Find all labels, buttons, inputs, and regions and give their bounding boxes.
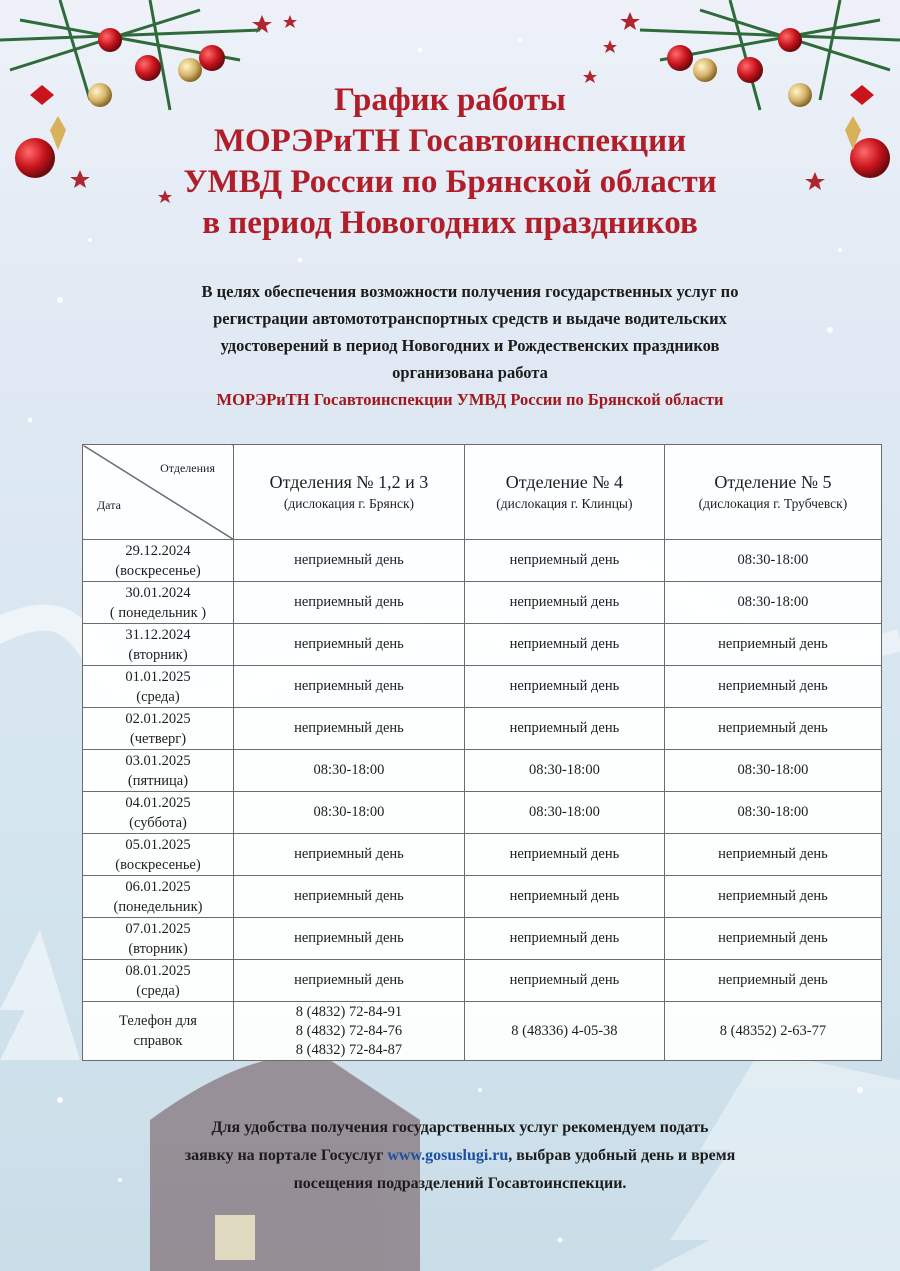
footer-line: Для удобства получения государственных услуг рекомендуем подать bbox=[211, 1119, 709, 1136]
date-cell bbox=[83, 792, 234, 834]
intro-line: удостоверений в период Новогодних и Рождественских праздников bbox=[220, 336, 720, 355]
schedule-cell: неприемный день bbox=[464, 624, 664, 666]
schedule-cell: неприемный день bbox=[464, 960, 664, 1002]
weekday-value: (пятница) bbox=[127, 772, 189, 789]
schedule-cell: неприемный день bbox=[664, 708, 881, 750]
dept-header-5 bbox=[664, 445, 881, 540]
weekday-value: (суббота) bbox=[129, 814, 187, 831]
schedule-cell: неприемный день bbox=[664, 666, 881, 708]
dept-name: Отделение № 5 bbox=[714, 472, 832, 492]
schedule-cell: 08:30-18:00 bbox=[464, 750, 664, 792]
footer-text: заявку на портале Госуслуг bbox=[184, 1147, 384, 1164]
weekday-value: (вторник) bbox=[128, 646, 188, 663]
schedule-cell: неприемный день bbox=[234, 834, 465, 876]
schedule-cell: неприемный день bbox=[234, 918, 465, 960]
title-line: в период Новогодних праздников bbox=[202, 205, 698, 241]
date-value: 29.12.2024 bbox=[125, 542, 191, 559]
schedule-cell: неприемный день bbox=[464, 834, 664, 876]
date-cell bbox=[83, 918, 234, 960]
date-cell bbox=[83, 876, 234, 918]
date-value: 07.01.2025 bbox=[125, 920, 191, 937]
date-cell bbox=[83, 750, 234, 792]
date-value: 03.01.2025 bbox=[125, 752, 191, 769]
schedule-cell: неприемный день bbox=[234, 582, 465, 624]
table-body bbox=[83, 540, 882, 1002]
phone-cell-4: 8 (48336) 4-05-38 bbox=[464, 1002, 664, 1061]
title-line: УМВД России по Брянской области bbox=[183, 164, 717, 200]
schedule-cell: неприемный день bbox=[234, 960, 465, 1002]
schedule-cell: неприемный день bbox=[664, 624, 881, 666]
table-row bbox=[83, 792, 882, 834]
phone-cell-1 bbox=[234, 1002, 465, 1061]
footer-line bbox=[80, 1142, 840, 1170]
dept-name: Отделения № 1,2 и 3 bbox=[269, 472, 429, 492]
schedule-cell: неприемный день bbox=[234, 540, 465, 582]
dept-name: Отделение № 4 bbox=[505, 472, 623, 492]
phone-number: 8 (4832) 72-84-87 bbox=[295, 1041, 403, 1058]
dept-header-4 bbox=[464, 445, 664, 540]
table-row bbox=[83, 834, 882, 876]
schedule-cell: неприемный день bbox=[664, 834, 881, 876]
schedule-cell: неприемный день bbox=[234, 876, 465, 918]
schedule-cell: неприемный день bbox=[664, 918, 881, 960]
date-value: 01.01.2025 bbox=[125, 668, 191, 685]
gosuslugi-link[interactable]: www.gosuslugi.ru bbox=[387, 1147, 509, 1164]
schedule-cell: неприемный день bbox=[234, 666, 465, 708]
date-cell bbox=[83, 624, 234, 666]
date-cell bbox=[83, 708, 234, 750]
schedule-cell: 08:30-18:00 bbox=[664, 750, 881, 792]
intro-line: В целях обеспечения возможности получения государственных услуг по bbox=[201, 282, 739, 301]
schedule-table bbox=[82, 444, 882, 1061]
corner-label-departments: Отделения bbox=[160, 461, 215, 475]
schedule-cell: неприемный день bbox=[464, 540, 664, 582]
table-row bbox=[83, 666, 882, 708]
schedule-cell: 08:30-18:00 bbox=[234, 792, 465, 834]
phone-label bbox=[83, 1002, 234, 1061]
table-row bbox=[83, 750, 882, 792]
schedule-cell: неприемный день bbox=[234, 624, 465, 666]
date-cell bbox=[83, 540, 234, 582]
weekday-value: (четверг) bbox=[129, 730, 187, 747]
schedule-cell: неприемный день bbox=[664, 876, 881, 918]
phone-label-line: Телефон для bbox=[119, 1013, 197, 1029]
date-value: 30.01.2024 bbox=[125, 584, 191, 601]
corner-header bbox=[83, 445, 234, 540]
phone-row bbox=[83, 1002, 882, 1061]
date-cell bbox=[83, 666, 234, 708]
date-value: 05.01.2025 bbox=[125, 836, 191, 853]
table-row bbox=[83, 582, 882, 624]
dept-location: (дислокация г. Клинцы) bbox=[496, 496, 633, 511]
table-row bbox=[83, 876, 882, 918]
schedule-cell: 08:30-18:00 bbox=[664, 582, 881, 624]
phone-number: 8 (4832) 72-84-76 bbox=[295, 1022, 403, 1039]
schedule-cell: неприемный день bbox=[234, 708, 465, 750]
table-row bbox=[83, 624, 882, 666]
intro-line: организована работа bbox=[392, 363, 548, 382]
weekday-value: (воскресенье) bbox=[115, 562, 201, 579]
phone-number: 8 (4832) 72-84-91 bbox=[295, 1003, 403, 1020]
schedule-cell: неприемный день bbox=[664, 960, 881, 1002]
schedule-cell: 08:30-18:00 bbox=[664, 792, 881, 834]
dept-header-1 bbox=[234, 445, 465, 540]
date-cell bbox=[83, 960, 234, 1002]
schedule-cell: 08:30-18:00 bbox=[234, 750, 465, 792]
date-cell bbox=[83, 582, 234, 624]
intro-line: регистрации автомототранспортных средств и выдаче водительских bbox=[213, 309, 727, 328]
title-line: График работы bbox=[334, 82, 566, 118]
table-row bbox=[83, 540, 882, 582]
weekday-value: (среда) bbox=[136, 982, 180, 999]
dept-location: (дислокация г. Брянск) bbox=[283, 496, 415, 511]
phone-cell-5: 8 (48352) 2-63-77 bbox=[664, 1002, 881, 1061]
intro-line-org: МОРЭРиТН Госавтоинспекции УМВД России по Брянской области bbox=[216, 390, 724, 409]
phone-label-line: справок bbox=[133, 1033, 183, 1049]
date-value: 08.01.2025 bbox=[125, 962, 191, 979]
dept-location: (дислокация г. Трубчевск) bbox=[698, 496, 848, 511]
weekday-value: (воскресенье) bbox=[115, 856, 201, 873]
schedule-cell: неприемный день bbox=[464, 876, 664, 918]
schedule-cell: 08:30-18:00 bbox=[464, 792, 664, 834]
schedule-cell: неприемный день bbox=[464, 666, 664, 708]
weekday-value: ( понедельник ) bbox=[109, 604, 207, 621]
schedule-cell: неприемный день bbox=[464, 582, 664, 624]
footer-text: , выбрав удобный день и время bbox=[508, 1147, 736, 1164]
footer-line: посещения подразделений Госавтоинспекции. bbox=[293, 1175, 627, 1192]
schedule-cell: неприемный день bbox=[464, 918, 664, 960]
footer-note bbox=[80, 1114, 840, 1198]
schedule-cell: неприемный день bbox=[464, 708, 664, 750]
corner-label-date: Дата bbox=[97, 498, 121, 512]
table-header-row bbox=[83, 445, 882, 540]
weekday-value: (понедельник) bbox=[113, 898, 203, 915]
title-line: МОРЭРиТН Госавтоинспекции bbox=[213, 123, 687, 159]
weekday-value: (вторник) bbox=[128, 940, 188, 957]
weekday-value: (среда) bbox=[136, 688, 180, 705]
intro-paragraph bbox=[110, 278, 830, 413]
date-value: 02.01.2025 bbox=[125, 710, 191, 727]
date-cell bbox=[83, 834, 234, 876]
date-value: 04.01.2025 bbox=[125, 794, 191, 811]
table-row bbox=[83, 918, 882, 960]
table-row bbox=[83, 708, 882, 750]
date-value: 31.12.2024 bbox=[125, 626, 191, 643]
table-row bbox=[83, 960, 882, 1002]
page-title bbox=[0, 80, 900, 244]
schedule-cell: 08:30-18:00 bbox=[664, 540, 881, 582]
date-value: 06.01.2025 bbox=[125, 878, 191, 895]
